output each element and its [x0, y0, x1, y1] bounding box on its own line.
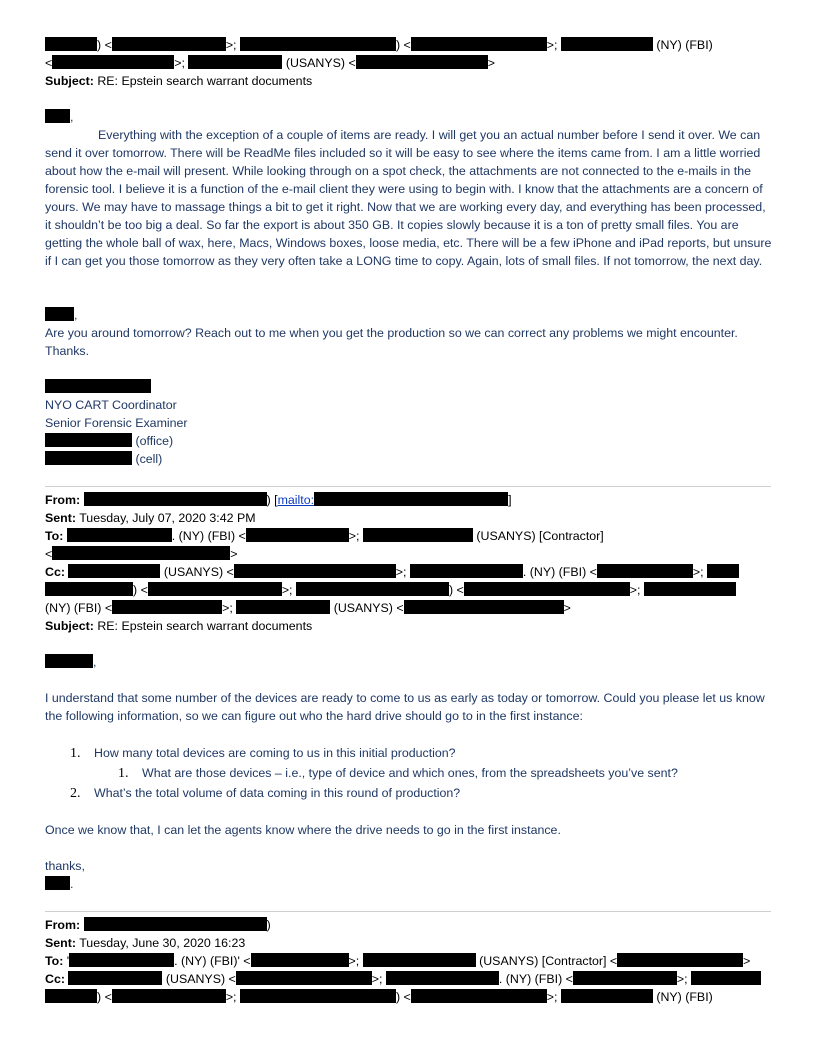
email2-cc-cont-1: ) < >; ) < >;	[45, 581, 736, 599]
email2-subject	[45, 617, 312, 635]
from-label: From:	[45, 918, 81, 932]
reply-paragraph-2: Are you around tomorrow? Reach out to me when you get the production so we can correct any problems we might encounter. Thanks.	[45, 326, 738, 358]
to-recipient-1-suffix: . (NY) (FBI)' <	[174, 954, 251, 968]
email3-cc: Cc: (USANYS) < >; . (NY) (FBI) < >;	[45, 970, 761, 988]
cc-org-4: (USANYS) <	[333, 601, 404, 615]
email2-closing: Once we know that, I can let the agents know where the drive needs to go in the first instance.	[45, 823, 561, 837]
email2-cc: Cc: (USANYS) < >; . (NY) (FBI) < >;	[45, 563, 739, 581]
subject-label: Subject:	[45, 619, 94, 633]
cc-org-1: (USANYS) <	[165, 972, 236, 986]
subject-value: RE: Epstein search warrant documents	[97, 619, 313, 633]
header1-address-line-2: < >; (USANYS) < >	[45, 56, 495, 70]
email2-sender: .	[45, 875, 73, 893]
list-text: What are those devices – i.e., type of device and which ones, from the spreadsheets you’ve sent?	[142, 766, 678, 780]
sent-value: Tuesday, June 30, 2020 16:23	[79, 936, 246, 950]
sent-label: Sent:	[45, 511, 76, 525]
list-number: 2.	[70, 786, 81, 801]
from-label: From:	[45, 493, 81, 507]
list-number: 1.	[70, 746, 81, 761]
header1-org: (USANYS)	[285, 56, 346, 70]
signature-title-1: NYO CART Coordinator	[45, 398, 177, 412]
email3-tail: (NY) (FBI)	[656, 990, 713, 1004]
divider-1	[45, 486, 771, 487]
sent-label: Sent:	[45, 936, 76, 950]
list-item	[70, 784, 460, 803]
email3-cc-cont: ) < >; ) < >; (NY) (FBI)	[45, 988, 713, 1006]
email2-to: To: . (NY) (FBI) < >; (USANYS) [Contractor]	[45, 529, 604, 543]
greeting-2: ,	[45, 306, 77, 324]
reply-paragraph-1: Everything with the exception of a couple of items are ready. I will get you an actual number before I send it over. We can send it over tomorrow. There will be ReadMe files included so it will be easy to see where the items came from. I am a little worried about how the e-mail will present. While looking through on a spot check, the attachments are not connected to the e-mails in the forensic tool. I believe it is a function of the e-mail client they were using to begin with. I know that the attachments are a concern of yours. We may have to massage things a bit to get it right. Now that we are working every day, and everything has been processed, it shouldn’t be too big a deal. So far the export is about 350 GB. It copies slowly because it is a ton of pretty small files. You are getting the whole ball of wax, here, Macs, Windows boxes, loose media, etc. There will be a few iPhone and iPad reports, but unsure if I can get you those tomorrow as they very often take a LONG time to copy. Again, lots of small files. If not tomorrow, the next day.	[45, 128, 772, 268]
cc-label: Cc:	[45, 972, 65, 986]
cc-org-1: (USANYS) <	[163, 565, 234, 579]
cell-label: (cell)	[135, 452, 163, 466]
email2-cc-cont-2: (NY) (FBI) < >; (USANYS) < >	[45, 601, 571, 615]
to-recipient-2-suffix: (USANYS) [Contractor] <	[479, 954, 618, 968]
signature-office	[45, 432, 173, 450]
to-recipient-1-suffix: . (NY) (FBI) <	[171, 529, 246, 543]
signature-cell	[45, 450, 162, 468]
subject-value: RE: Epstein search warrant documents	[97, 74, 313, 88]
signature-name	[45, 378, 151, 396]
email3-sent	[45, 934, 245, 952]
list-number: 1.	[118, 766, 129, 781]
greeting-1: ,	[45, 108, 73, 126]
cc-org-2: . (NY) (FBI) <	[498, 972, 573, 986]
cc-org-3: (NY) (FBI) <	[45, 601, 113, 615]
sent-value: Tuesday, July 07, 2020 3:42 PM	[79, 511, 256, 525]
header1-tail: (NY) (FBI)	[656, 38, 713, 52]
list-text: How many total devices are coming to us in this initial production?	[94, 746, 456, 760]
email2-to-cont: < >	[45, 547, 238, 561]
to-recipient-2-suffix: (USANYS) [Contractor]	[476, 529, 604, 543]
list-text: What’s the total volume of data coming in this round of production?	[94, 786, 461, 800]
email2-intro: I understand that some number of the devices are ready to come to us as early as today or tomorrow. Could you please let us know the following information, so we can figure out who the hard drive should go to in the first instance:	[45, 691, 765, 723]
email3-from: From: )	[45, 918, 271, 932]
list-item	[70, 744, 456, 763]
email2-thanks: thanks,	[45, 859, 85, 873]
email2-sent	[45, 509, 256, 527]
divider-2	[45, 911, 771, 912]
subject-label: Subject:	[45, 74, 94, 88]
greeting-3: ,	[45, 653, 96, 671]
to-label: To:	[45, 954, 64, 968]
office-label: (office)	[135, 434, 174, 448]
cc-label: Cc:	[45, 565, 65, 579]
email2-from: From: ) [mailto: ]	[45, 493, 512, 507]
cc-org-2: . (NY) (FBI) <	[522, 565, 597, 579]
header1-address-line-1: ) < >; ) < >; (NY) (FBI)	[45, 36, 713, 54]
mailto-link[interactable]: mailto:	[277, 493, 315, 507]
header1-subject	[45, 72, 312, 90]
to-label: To:	[45, 529, 64, 543]
list-item	[118, 764, 678, 783]
email3-to: To: ' . (NY) (FBI)' < >; (USANYS) [Contractor] < >	[45, 954, 751, 968]
signature-title-2: Senior Forensic Examiner	[45, 416, 188, 430]
